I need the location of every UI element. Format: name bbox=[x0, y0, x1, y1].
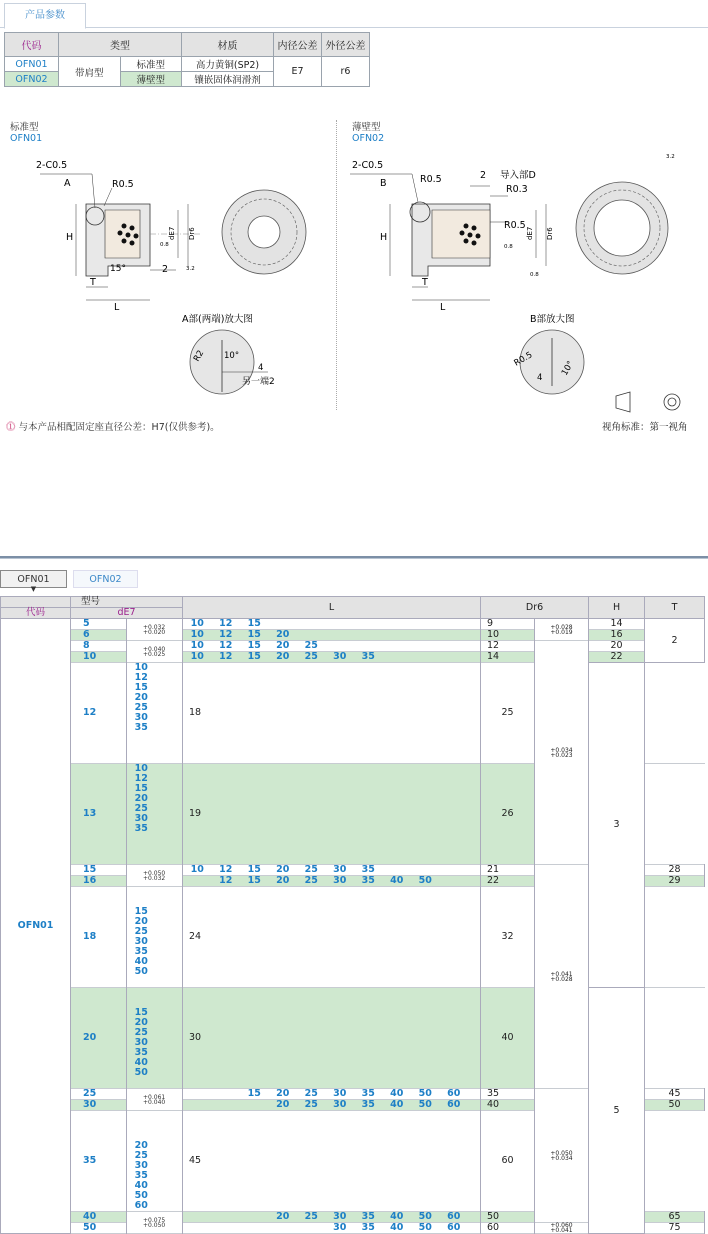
table-row bbox=[1, 630, 705, 641]
label-l-left: L bbox=[114, 302, 120, 313]
l-value: 25 bbox=[304, 1088, 318, 1099]
d-outer-value: 35 bbox=[481, 1089, 535, 1100]
d-tolerance: +0.075 +0.050 bbox=[127, 1212, 183, 1234]
label-10deg-a: 10° bbox=[224, 351, 240, 361]
note-text: 与本产品相配固定座直径公差：H7(仅供参考)。 bbox=[18, 422, 220, 433]
l-value: 10 bbox=[190, 640, 204, 651]
l-value: 35 bbox=[134, 946, 148, 957]
d-outer-value: 14 bbox=[481, 652, 535, 663]
l-value: 20 bbox=[276, 629, 290, 640]
tab-ofn01-label: OFN01 bbox=[17, 574, 50, 585]
l-value: 35 bbox=[134, 722, 148, 733]
l-value: 60 bbox=[447, 1088, 461, 1099]
l-value: 25 bbox=[304, 875, 318, 886]
view-icon-circle bbox=[664, 394, 680, 410]
d-value: 5 bbox=[71, 619, 127, 630]
l-value: 20 bbox=[276, 1088, 290, 1099]
l-value: 40 bbox=[390, 1222, 404, 1233]
header-material: 材质 bbox=[182, 33, 274, 57]
d-outer-value: 12 bbox=[481, 641, 535, 652]
l-value: 35 bbox=[361, 875, 375, 886]
header-inner-tol: 内径公差 bbox=[274, 33, 322, 57]
detail-b-title: B部放大图 bbox=[530, 314, 575, 325]
outer-tolerance: r6 bbox=[322, 57, 370, 87]
header-code-size: 代码 bbox=[1, 608, 71, 619]
label-l-right: L bbox=[440, 302, 446, 313]
table-row bbox=[1, 652, 705, 663]
l-value: 20 bbox=[276, 640, 290, 651]
header-model: 型号 bbox=[71, 597, 183, 608]
d-outer-value: 18 bbox=[183, 663, 481, 764]
l-value: 35 bbox=[134, 1047, 148, 1058]
d-outer-value: 50 bbox=[481, 1212, 535, 1223]
subtype-thin: 薄壁型 bbox=[120, 72, 182, 87]
h-value: 40 bbox=[481, 988, 535, 1089]
l-value: 20 bbox=[276, 1211, 290, 1222]
view-icon-cone bbox=[616, 392, 630, 412]
label-r05-right-top: R0.5 bbox=[420, 174, 442, 185]
subtype-standard: 标准型 bbox=[120, 57, 182, 72]
l-value: 25 bbox=[304, 640, 318, 651]
l-value: 10 bbox=[134, 763, 148, 774]
property-table bbox=[4, 32, 370, 87]
d-outer-tolerance: +0.041 +0.028 bbox=[535, 865, 589, 1089]
l-value: 30 bbox=[333, 1211, 347, 1222]
label-r05-left: R0.5 bbox=[112, 179, 134, 190]
l-value: 40 bbox=[134, 956, 148, 967]
d-outer-value: 40 bbox=[481, 1100, 535, 1111]
d-value: 16 bbox=[71, 876, 127, 887]
l-value: 30 bbox=[333, 875, 347, 886]
l-value: 35 bbox=[134, 823, 148, 834]
label-b: B bbox=[380, 178, 387, 189]
h-value: 26 bbox=[481, 764, 535, 865]
l-value: 60 bbox=[447, 1222, 461, 1233]
l-value: 15 bbox=[247, 651, 261, 662]
h-value: 16 bbox=[589, 630, 645, 641]
code-ofn02: OFN02 bbox=[5, 72, 59, 87]
l-value: 15 bbox=[247, 629, 261, 640]
label-r05-detail: R0.5 bbox=[512, 350, 535, 369]
t-value: 3 bbox=[589, 663, 645, 988]
l-value: 50 bbox=[418, 1222, 432, 1233]
l-value: 25 bbox=[134, 702, 148, 713]
label-t-left: T bbox=[90, 277, 96, 288]
label-four-b: 4 bbox=[537, 373, 543, 383]
d-outer-value: 21 bbox=[481, 865, 535, 876]
left-drawing bbox=[0, 140, 335, 415]
header-d: Dr6 bbox=[481, 597, 589, 619]
d-value: 20 bbox=[71, 988, 127, 1089]
l-value: 15 bbox=[247, 1088, 261, 1099]
inner-tolerance: E7 bbox=[274, 57, 322, 87]
rough-32-left: 3.2 bbox=[186, 266, 195, 272]
header-outer-tol: 外径公差 bbox=[322, 33, 370, 57]
header-type: 类型 bbox=[59, 33, 182, 57]
left-drawing-title: 标准型 bbox=[10, 122, 39, 133]
material-line-1: 高力黄铜(SP2) bbox=[182, 57, 274, 72]
l-value: 12 bbox=[219, 651, 233, 662]
l-value: 35 bbox=[361, 864, 375, 875]
l-value: 15 bbox=[247, 864, 261, 875]
tab-ofn01[interactable] bbox=[0, 570, 67, 593]
l-value: 15 bbox=[247, 618, 261, 629]
l-values bbox=[183, 641, 481, 652]
d-outer-value: 22 bbox=[481, 876, 535, 887]
l-value: 20 bbox=[276, 864, 290, 875]
d-outer-value: 45 bbox=[183, 1111, 481, 1212]
rough-08-right-2: 0.8 bbox=[530, 272, 539, 278]
l-values bbox=[183, 652, 481, 663]
l-value: 30 bbox=[333, 864, 347, 875]
l-values bbox=[183, 630, 481, 641]
l-values bbox=[183, 619, 481, 630]
l-values bbox=[183, 876, 481, 887]
label-t-right: T bbox=[422, 277, 428, 288]
d-outer-tolerance: +0.034 +0.023 bbox=[535, 641, 589, 865]
label-r05-right: R0.5 bbox=[504, 220, 526, 231]
d-value: 15 bbox=[71, 865, 127, 876]
label-entry: 导入部D bbox=[500, 170, 536, 181]
l-value: 12 bbox=[219, 618, 233, 629]
l-value: 15 bbox=[134, 1007, 148, 1018]
rough-32-right: 3.2 bbox=[666, 154, 675, 160]
l-value: 25 bbox=[134, 803, 148, 814]
l-values bbox=[183, 1089, 481, 1100]
d-outer-value: 60 bbox=[481, 1223, 535, 1234]
l-values bbox=[127, 988, 183, 1089]
table-row bbox=[1, 619, 705, 630]
label-10deg-b: 10° bbox=[559, 359, 577, 378]
l-value: 60 bbox=[447, 1211, 461, 1222]
h-value: 29 bbox=[645, 876, 705, 887]
l-value: 20 bbox=[134, 692, 148, 703]
l-value: 30 bbox=[333, 1088, 347, 1099]
l-value: 20 bbox=[134, 793, 148, 804]
header-t: T bbox=[645, 597, 705, 619]
l-value: 30 bbox=[134, 1037, 148, 1048]
left-drawing-code: OFN01 bbox=[10, 133, 43, 144]
d-value: 10 bbox=[71, 652, 127, 663]
label-a: A bbox=[64, 178, 71, 189]
type-flanged: 带肩型 bbox=[59, 57, 121, 87]
l-value: 12 bbox=[219, 640, 233, 651]
label-four-a: 4 bbox=[258, 363, 264, 373]
header-h: H bbox=[589, 597, 645, 619]
table-row bbox=[1, 641, 705, 652]
d-value: 50 bbox=[71, 1223, 127, 1234]
label-other-end: 另一端2 bbox=[242, 377, 275, 387]
d-outer-tolerance: +0.028 +0.019 bbox=[535, 619, 589, 641]
l-values bbox=[127, 887, 183, 988]
label-dr6-left: Dr6 bbox=[188, 227, 196, 240]
l-value: 12 bbox=[134, 773, 148, 784]
l-value: 10 bbox=[134, 662, 148, 673]
material-line-2: 镶嵌固体润滑剂 bbox=[182, 72, 274, 87]
l-value: 35 bbox=[134, 1170, 148, 1181]
d-tolerance: +0.032 +0.020 bbox=[127, 619, 183, 641]
label-2c05-right: 2-C0.5 bbox=[352, 160, 384, 171]
d-outer-tolerance: +0.060 +0.041 bbox=[535, 1223, 589, 1234]
l-value: 10 bbox=[190, 618, 204, 629]
d-value: 8 bbox=[71, 641, 127, 652]
d-value: 35 bbox=[71, 1111, 127, 1212]
d-value: 30 bbox=[71, 1100, 127, 1111]
l-values bbox=[127, 764, 183, 865]
table-row bbox=[1, 663, 705, 764]
header-code-blank bbox=[1, 597, 71, 608]
l-value: 12 bbox=[134, 672, 148, 683]
l-values bbox=[183, 1212, 481, 1223]
d-value: 13 bbox=[71, 764, 127, 865]
t-value: 5 bbox=[589, 988, 645, 1234]
l-values bbox=[183, 1223, 481, 1234]
h-value: 22 bbox=[589, 652, 645, 663]
d-value: 40 bbox=[71, 1212, 127, 1223]
detail-a-title: A部(两端)放大图 bbox=[182, 314, 253, 325]
header-d-e7: dE7 bbox=[71, 608, 183, 619]
l-value: 15 bbox=[134, 783, 148, 794]
l-value: 20 bbox=[134, 1140, 148, 1151]
label-dr6-right: Dr6 bbox=[546, 227, 554, 240]
code-ofn01: OFN01 bbox=[5, 57, 59, 72]
l-value: 40 bbox=[390, 875, 404, 886]
l-values bbox=[127, 1111, 183, 1212]
d-outer-value: 30 bbox=[183, 988, 481, 1089]
label-h-right: H bbox=[380, 232, 388, 243]
h-value: 65 bbox=[645, 1212, 705, 1223]
l-value: 25 bbox=[304, 1099, 318, 1110]
l-value: 30 bbox=[134, 813, 148, 824]
label-r2: R2 bbox=[191, 348, 207, 364]
label-15deg: 15° bbox=[110, 264, 126, 274]
l-value: 50 bbox=[418, 1099, 432, 1110]
l-values bbox=[127, 663, 183, 764]
l-value: 30 bbox=[333, 1222, 347, 1233]
l-value: 35 bbox=[361, 651, 375, 662]
label-two-right: 2 bbox=[480, 170, 487, 181]
h-value: 20 bbox=[589, 641, 645, 652]
label-r03: R0.3 bbox=[506, 184, 528, 195]
d-value: 12 bbox=[71, 663, 127, 764]
l-value: 50 bbox=[418, 875, 432, 886]
h-value: 50 bbox=[645, 1100, 705, 1111]
l-value: 20 bbox=[276, 1099, 290, 1110]
h-value: 14 bbox=[589, 619, 645, 630]
rough-08-left: 0.8 bbox=[160, 242, 169, 248]
l-value: 20 bbox=[276, 875, 290, 886]
label-de7-left: dE7 bbox=[168, 226, 176, 240]
right-drawing-code: OFN02 bbox=[352, 133, 385, 144]
view-standard: 视角标准：第一视角 bbox=[602, 422, 688, 433]
l-value: 15 bbox=[247, 640, 261, 651]
d-outer-value: 24 bbox=[183, 887, 481, 988]
l-value: 35 bbox=[361, 1088, 375, 1099]
l-value: 60 bbox=[134, 1200, 148, 1211]
l-value: 20 bbox=[134, 1017, 148, 1028]
top-tab-bar bbox=[0, 0, 708, 28]
right-drawing-title: 薄壁型 bbox=[352, 122, 381, 133]
l-value: 12 bbox=[219, 629, 233, 640]
l-value: 50 bbox=[134, 1067, 148, 1078]
drawing-divider bbox=[336, 120, 337, 410]
l-value: 25 bbox=[304, 864, 318, 875]
l-value: 25 bbox=[304, 1211, 318, 1222]
l-value: 50 bbox=[418, 1088, 432, 1099]
l-value: 50 bbox=[134, 966, 148, 977]
h-value: 28 bbox=[645, 865, 705, 876]
h-value: 45 bbox=[645, 1089, 705, 1100]
note-icon: ⓵ bbox=[6, 422, 16, 433]
l-value: 12 bbox=[219, 875, 233, 886]
l-value: 25 bbox=[134, 926, 148, 937]
l-value: 35 bbox=[361, 1222, 375, 1233]
l-value: 15 bbox=[134, 906, 148, 917]
l-value: 30 bbox=[134, 936, 148, 947]
l-value: 20 bbox=[134, 916, 148, 927]
h-value: 32 bbox=[481, 887, 535, 988]
l-value: 35 bbox=[361, 1099, 375, 1110]
t-value: 2 bbox=[645, 619, 705, 663]
l-value: 15 bbox=[134, 682, 148, 693]
l-value: 50 bbox=[134, 1190, 148, 1201]
l-value: 40 bbox=[134, 1180, 148, 1191]
d-value: 18 bbox=[71, 887, 127, 988]
d-tolerance: +0.050 +0.032 bbox=[127, 865, 183, 887]
tab-ofn02[interactable]: OFN02 bbox=[73, 570, 138, 588]
l-values bbox=[183, 1100, 481, 1111]
h-value: 25 bbox=[481, 663, 535, 764]
table-row bbox=[1, 988, 705, 1089]
h-value: 75 bbox=[645, 1223, 705, 1234]
l-value: 30 bbox=[333, 1099, 347, 1110]
l-value: 30 bbox=[333, 651, 347, 662]
chevron-down-icon: ▼ bbox=[30, 585, 37, 593]
label-2c05: 2-C0.5 bbox=[36, 160, 68, 171]
l-value: 35 bbox=[361, 1211, 375, 1222]
d-outer-tolerance: +0.050 +0.034 bbox=[535, 1089, 589, 1223]
l-value: 10 bbox=[190, 651, 204, 662]
l-value: 60 bbox=[447, 1099, 461, 1110]
size-table bbox=[0, 596, 705, 1234]
d-tolerance: +0.040 +0.025 bbox=[127, 641, 183, 663]
note bbox=[6, 419, 220, 433]
d-tolerance: +0.061 +0.040 bbox=[127, 1089, 183, 1111]
l-value: 15 bbox=[247, 875, 261, 886]
l-value: 25 bbox=[304, 651, 318, 662]
section-separator bbox=[0, 556, 708, 559]
l-value: 30 bbox=[134, 712, 148, 723]
l-value: 10 bbox=[190, 629, 204, 640]
d-outer-value: 10 bbox=[481, 630, 535, 641]
row-code: OFN01 bbox=[1, 619, 71, 1234]
l-value: 25 bbox=[134, 1150, 148, 1161]
l-value: 30 bbox=[134, 1160, 148, 1171]
l-value: 20 bbox=[276, 651, 290, 662]
l-value: 40 bbox=[390, 1099, 404, 1110]
l-value: 40 bbox=[134, 1057, 148, 1068]
d-outer-value: 9 bbox=[481, 619, 535, 630]
d-value: 25 bbox=[71, 1089, 127, 1100]
label-de7-right: dE7 bbox=[526, 226, 534, 240]
d-value: 6 bbox=[71, 630, 127, 641]
l-value: 40 bbox=[390, 1088, 404, 1099]
l-value: 40 bbox=[390, 1211, 404, 1222]
l-values bbox=[183, 865, 481, 876]
label-two-left: 2 bbox=[162, 264, 169, 275]
right-drawing bbox=[340, 140, 708, 415]
tab-product-params[interactable]: 产品参数 bbox=[4, 3, 86, 29]
h-value: 60 bbox=[481, 1111, 535, 1212]
rough-08-right: 0.8 bbox=[504, 244, 513, 250]
label-h-left: H bbox=[66, 232, 74, 243]
d-outer-value: 19 bbox=[183, 764, 481, 865]
header-l: L bbox=[183, 597, 481, 619]
l-value: 50 bbox=[418, 1211, 432, 1222]
l-value: 10 bbox=[190, 864, 204, 875]
header-code: 代码 bbox=[5, 33, 59, 57]
l-value: 12 bbox=[219, 864, 233, 875]
l-value: 25 bbox=[134, 1027, 148, 1038]
